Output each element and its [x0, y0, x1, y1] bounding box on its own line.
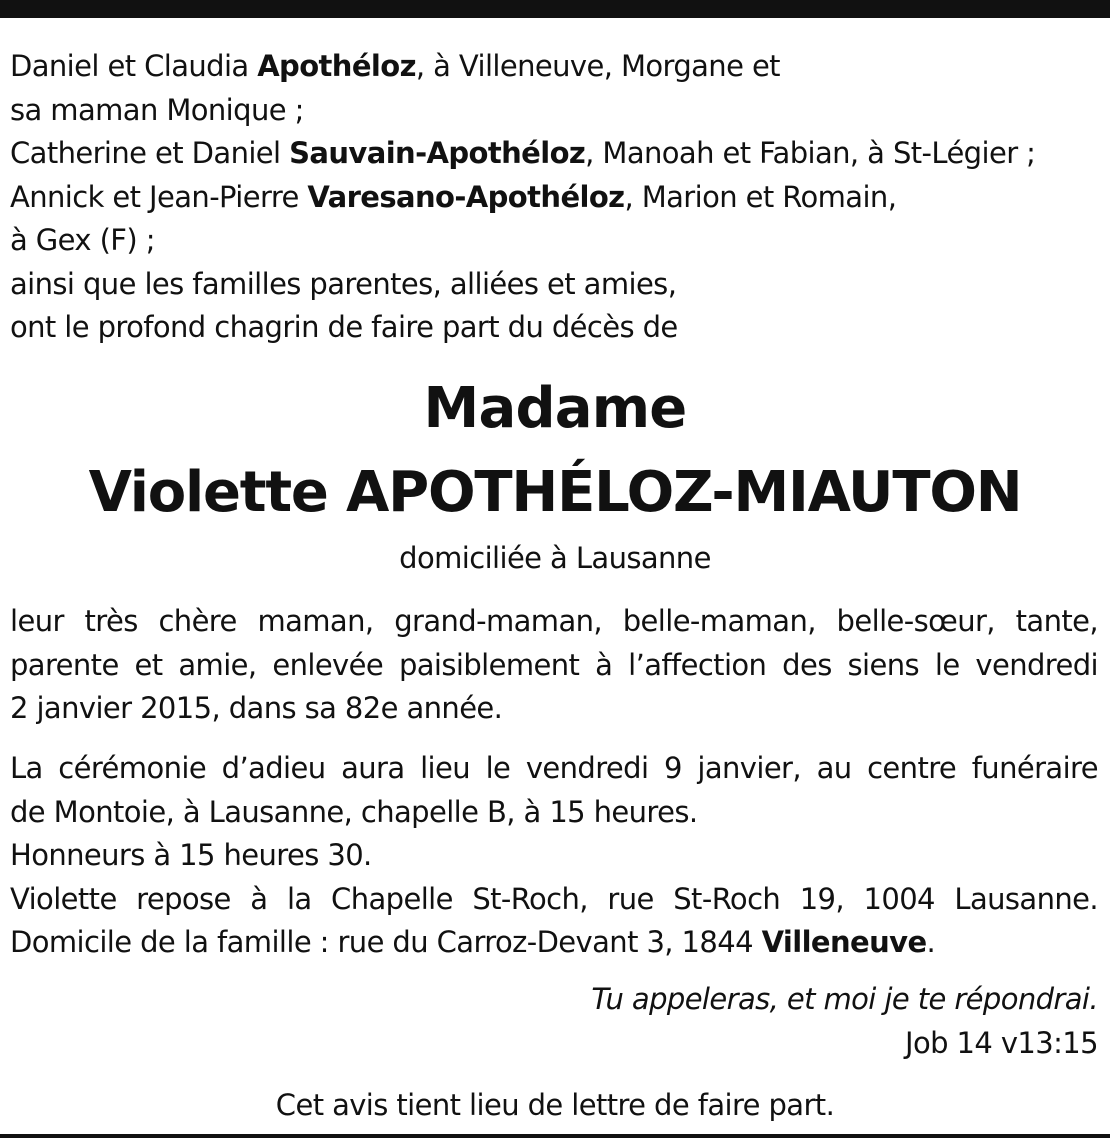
bottom-rule — [0, 1134, 1110, 1138]
deceased-name-heading: Violette APOTHÉLOZ-MIAUTON — [88, 460, 1022, 525]
family-line: sa maman Monique ; — [10, 92, 304, 127]
top-rule — [0, 0, 1110, 18]
honorific-heading: Madame — [423, 376, 687, 441]
family-line: Annick et Jean-Pierre Varesano-Apothéloz, Marion et Romain, — [10, 179, 897, 214]
residence-line: domiciliée à Lausanne — [399, 541, 711, 575]
family-surname: Sauvain-Apothéloz — [289, 136, 586, 170]
domicile-line: Domicile de la famille : rue du Carroz-Devant 3, 1844 Villeneuve. — [10, 925, 936, 959]
description-line: 2 janvier 2015, dans sa 82e année. — [10, 691, 503, 725]
family-line: Catherine et Daniel Sauvain-Apothéloz, Manoah et Fabian, à St-Légier ; — [10, 136, 1036, 170]
family-line: ainsi que les familles parentes, alliées et amies, — [10, 266, 677, 301]
quote-verse: Tu appeleras, et moi je te répondrai. — [591, 982, 1098, 1016]
family-list — [10, 45, 1098, 350]
ceremony-line: de Montoie, à Lausanne, chapelle B, à 15 heures. — [10, 794, 698, 829]
description-paragraph — [10, 600, 1098, 731]
family-line: à Gex (F) ; — [10, 223, 155, 257]
honneurs-line: Honneurs à 15 heures 30. — [10, 838, 372, 872]
family-line: ont le profond chagrin de faire part du décès de — [10, 310, 678, 344]
description-line: parente et amie, enlevée paisiblement à l’affection des siens le vendredi — [10, 647, 1098, 682]
family-surname: Apothéloz — [257, 49, 416, 83]
ceremony-line: La cérémonie d’adieu aura lieu le vendredi 9 janvier, au centre funéraire — [10, 751, 1098, 785]
family-surname: Varesano-Apothéloz — [307, 179, 625, 214]
ceremony-paragraph — [10, 747, 1098, 965]
quote-reference: Job 14 v13:15 — [905, 1025, 1098, 1060]
family-line: Daniel et Claudia Apothéloz, à Villeneuve, Morgane et — [10, 49, 780, 83]
bible-quote — [591, 978, 1098, 1065]
closing-note: Cet avis tient lieu de lettre de faire part. — [275, 1088, 835, 1122]
domicile-city: Villeneuve — [761, 925, 927, 959]
description-line: leur très chère maman, grand-maman, belle-maman, belle-sœur, tante, — [10, 604, 1098, 638]
repose-line: Violette repose à la Chapelle St-Roch, rue St-Roch 19, 1004 Lausanne. — [10, 881, 1098, 916]
